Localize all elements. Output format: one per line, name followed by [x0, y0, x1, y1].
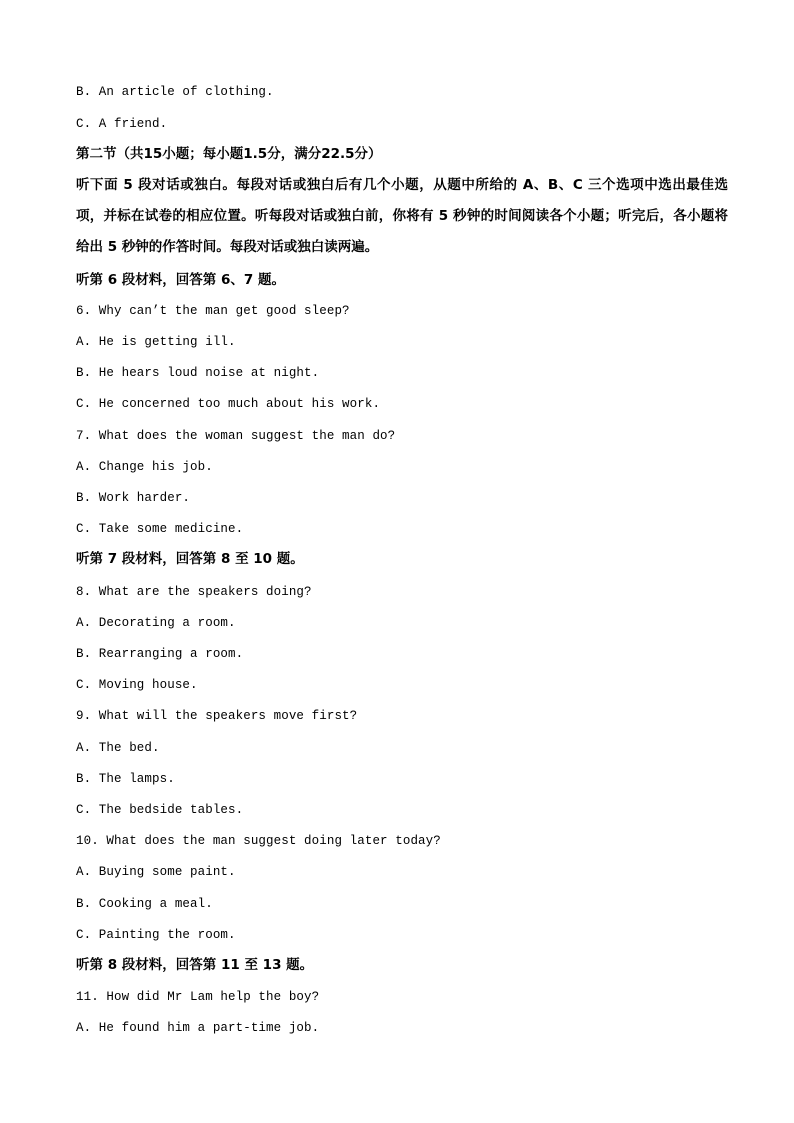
option-line: A. Change his job.: [76, 460, 213, 474]
option-line: B. An article of clothing.: [76, 85, 274, 99]
instructions-paragraph: 听下面 5 段对话或独白。每段对话或独白后有几个小题，从题中所给的 A、B、C 三个选项中选出最佳选项，并标在试卷的相应位置。听每段对话或独白前，你将有 5 秒钟的时间阅读各个小题；听完后，各小题将给出 5 秒钟的作答时间。每段对话或独白读两遍。: [76, 177, 728, 255]
option-line: C. Moving house.: [76, 678, 198, 692]
option-line: C. Painting the room.: [76, 928, 236, 942]
option-line: C. A friend.: [76, 117, 168, 131]
option-line: B. Cooking a meal.: [76, 897, 213, 911]
option-line: A. Decorating a room.: [76, 616, 236, 630]
question-line: 11. How did Mr Lam help the boy?: [76, 990, 320, 1004]
question-line: 8. What are the speakers doing?: [76, 585, 312, 599]
option-line: A. He found him a part-time job.: [76, 1021, 320, 1035]
option-line: B. Rearranging a room.: [76, 647, 244, 661]
option-line: A. The bed.: [76, 741, 160, 755]
question-line: 6. Why can’t the man get good sleep?: [76, 304, 350, 318]
material-heading: 听第 8 段材料，回答第 11 至 13 题。: [76, 957, 314, 973]
option-line: A. Buying some paint.: [76, 865, 236, 879]
option-line: A. He is getting ill.: [76, 335, 236, 349]
option-line: C. Take some medicine.: [76, 522, 244, 536]
question-line: 7. What does the woman suggest the man do?: [76, 429, 396, 443]
section-heading: 第二节（共15小题；每小题1.5分，满分22.5分）: [76, 146, 382, 162]
option-line: B. Work harder.: [76, 491, 191, 505]
material-heading: 听第 6 段材料，回答第 6、7 题。: [76, 272, 285, 288]
option-line: C. The bedside tables.: [76, 803, 244, 817]
material-heading: 听第 7 段材料，回答第 8 至 10 题。: [76, 551, 304, 567]
question-line: 9. What will the speakers move first?: [76, 709, 358, 723]
option-line: C. He concerned too much about his work.: [76, 397, 381, 411]
option-line: B. He hears loud noise at night.: [76, 366, 320, 380]
option-line: B. The lamps.: [76, 772, 175, 786]
question-line: 10. What does the man suggest doing later today?: [76, 834, 441, 848]
